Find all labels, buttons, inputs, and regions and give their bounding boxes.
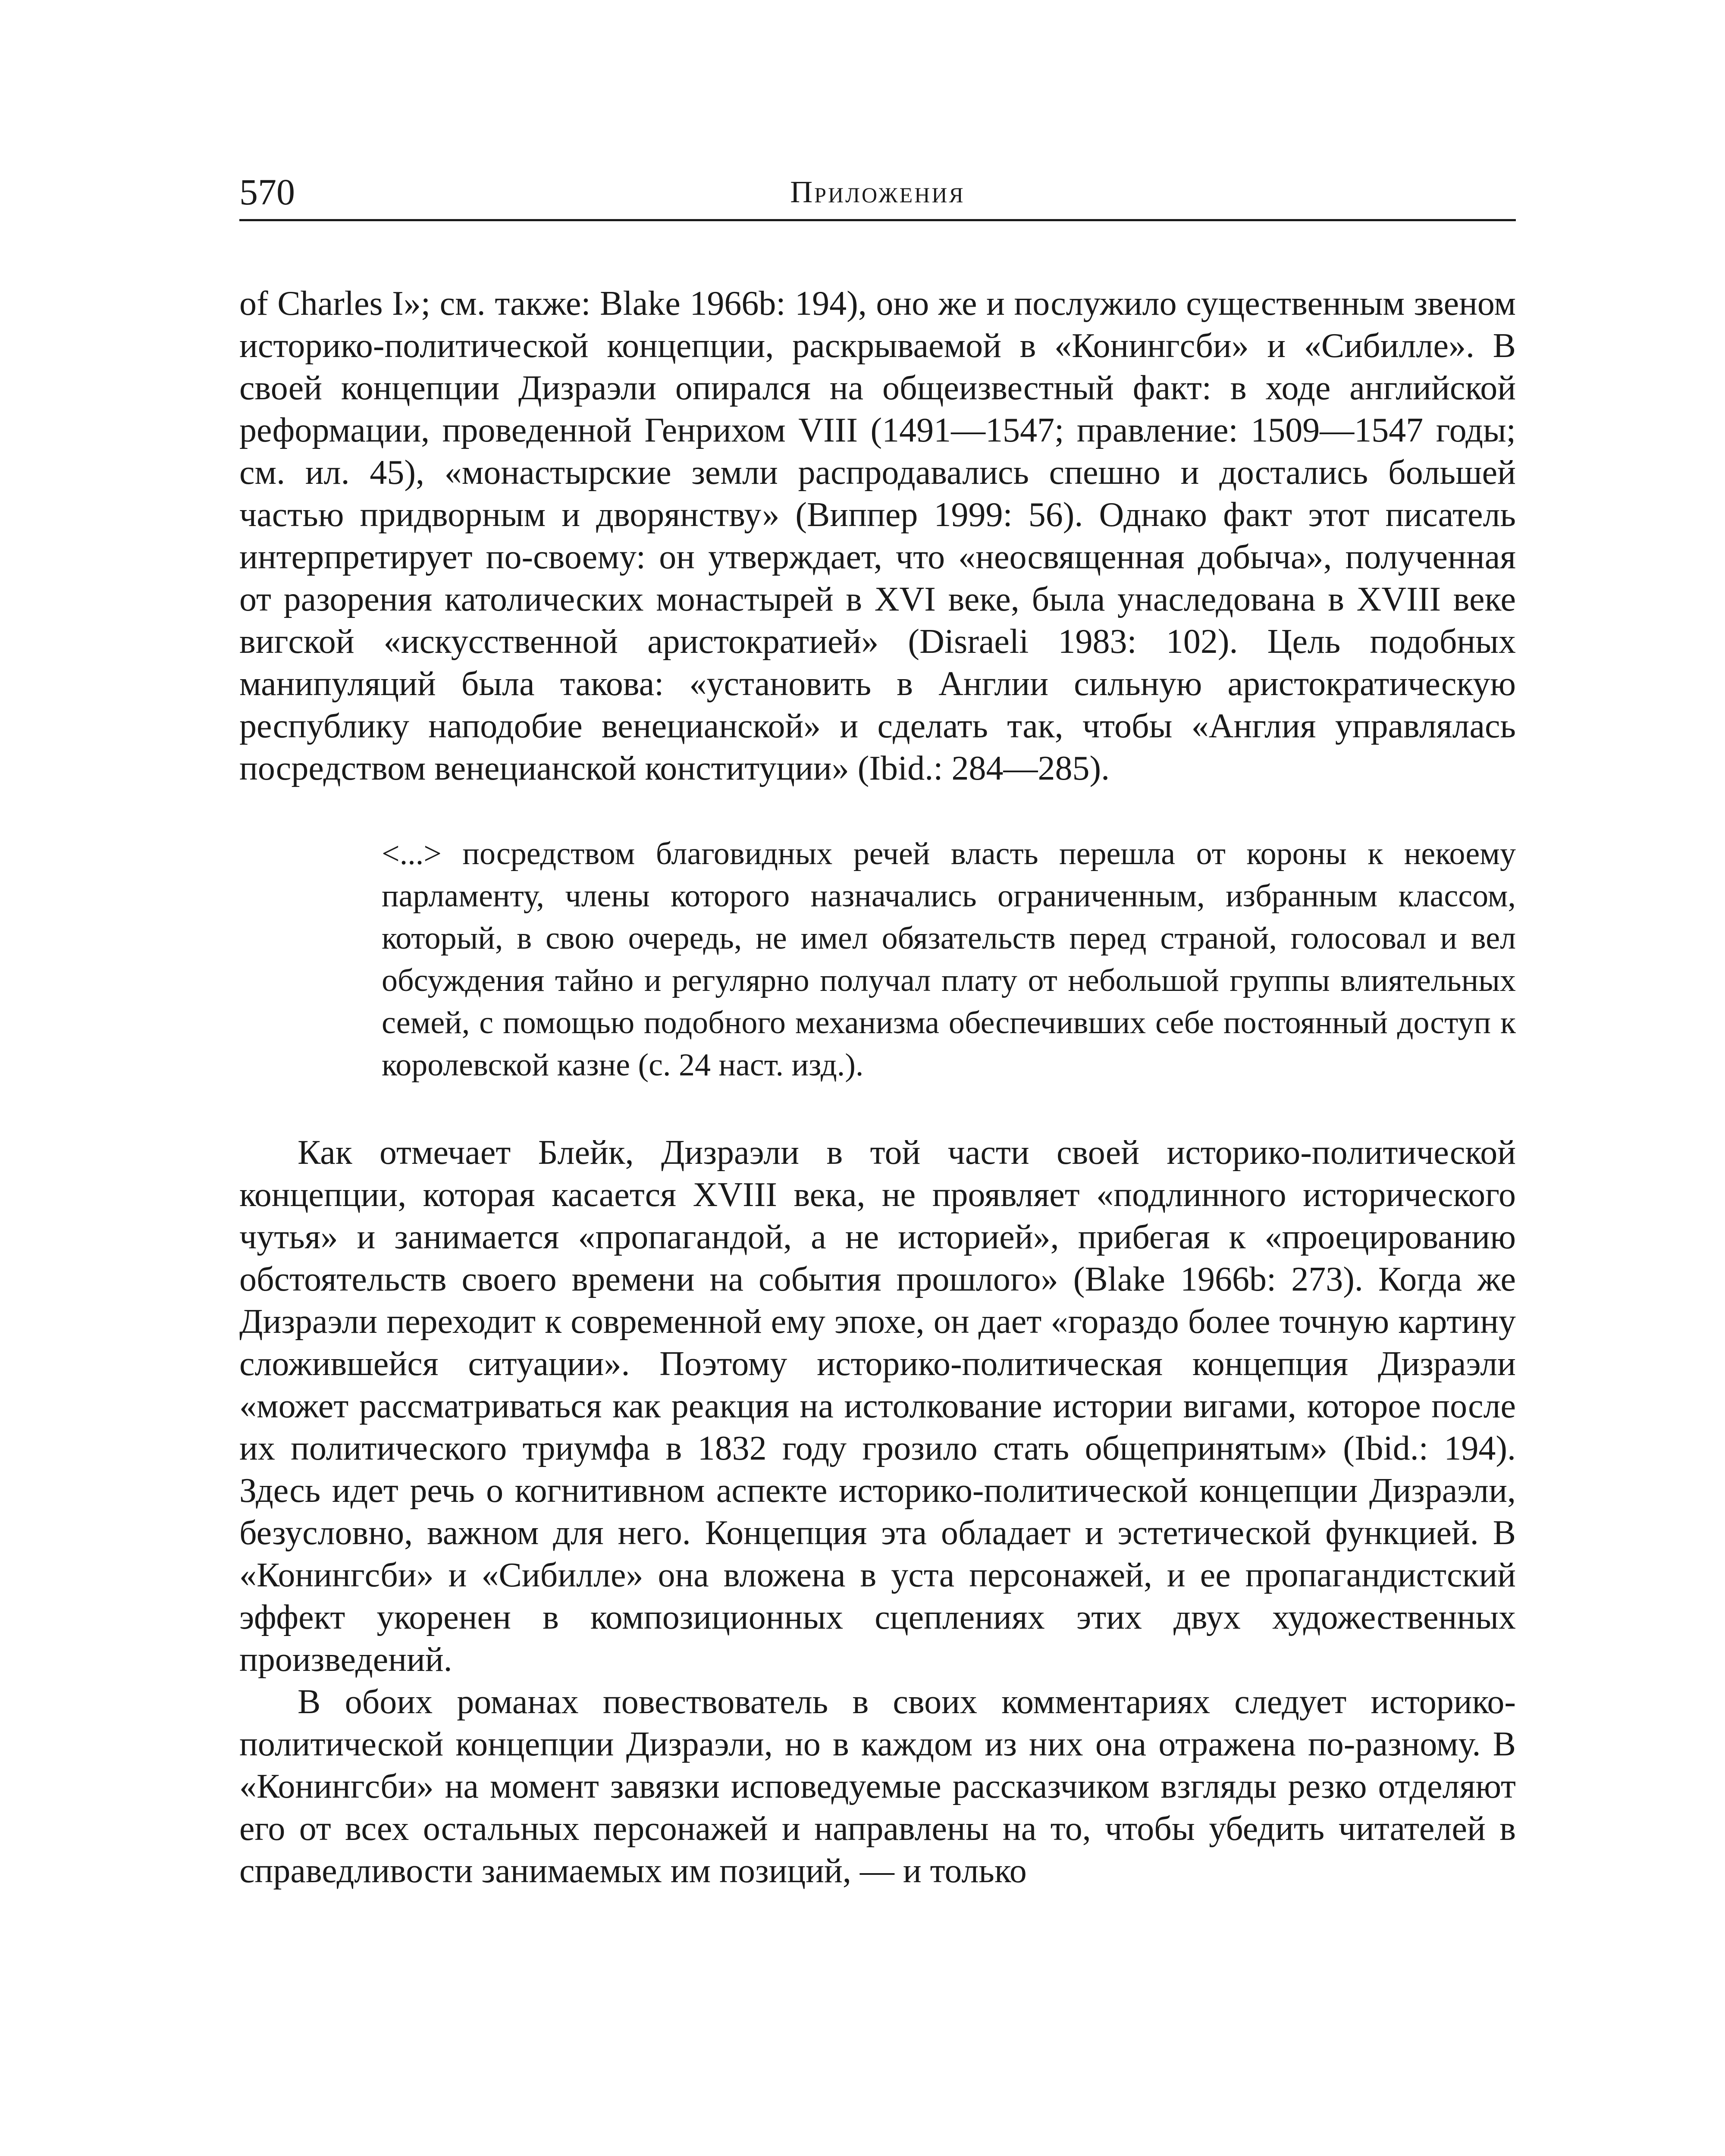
- page-header: [239, 170, 1516, 218]
- paragraph: В обоих романах повествователь в своих комментариях следует историко-политической концепции Дизраэли, но в каждом из них она отражена по-разному. В «Конингсби» на момент завязки исповедуемые рассказчиком взгляды резко отделяют его от всех остальных персонажей и направлены на то, чтобы убедить читателей в справедливости занимаемых им позиций, — и только: [239, 1683, 1516, 1890]
- running-head: Приложения: [790, 175, 965, 209]
- page-number: 570: [239, 171, 295, 213]
- body-text: [239, 282, 1516, 1892]
- header-rule: [239, 219, 1516, 221]
- paragraph: of Charles I»; см. также: Blake 1966b: 194), оно же и послужило существенным звеном историко-политической концепции, раскрываемой в «Конингсби» и «Сибилле». В своей концепции Дизраэли опирался на общеизвестный факт: в ходе английской реформации, проведенной Генрихом VIII (1491—1547; правление: 1509—1547 годы; см. ил. 45), «монастырские земли распродавались спешно и достались большей частью придворным и дворянству» (Виппер 1999: 56). Однако факт этот писатель интерпретирует по-своему: он утверждает, что «неосвященная добыча», полученная от разорения католических монастырей в XVI веке, была унаследована в XVIII веке вигской «искусственной аристократией» (Disraeli 1983: 102). Цель подобных манипуляций была такова: «установить в Англии сильную аристократическую республику наподобие венецианской» и сделать так, чтобы «Англия управлялась посредством венецианской конституции» (Ibid.: 284—285).: [239, 285, 1516, 787]
- paragraph: Как отмечает Блейк, Дизраэли в той части своей историко-политической концепции, которая касается XVIII века, не проявляет «подлинного исторического чутья» и занимается «пропагандой, а не историей», прибегая к «проецированию обстоятельств своего времени на события прошлого» (Blake 1966b: 273). Когда же Дизраэли переходит к современной ему эпохе, он дает «гораздо более точную картину сложившейся ситуации». Поэтому историко-политическая концепция Дизраэли «может рассматриваться как реакция на истолкование истории вигами, которое после их политического триумфа в 1832 году грозило стать общепринятым» (Ibid.: 194). Здесь идет речь о когнитивном аспекте историко-политической концепции Дизраэли, безусловно, важном для него. Концепция эта обладает и эстетической функцией. В «Конингсби» и «Сибилле» она вложена в уста персонажей, и ее пропагандистский эффект укоренен в композиционных сцеплениях этих двух художественных произведений.: [239, 1134, 1516, 1679]
- block-quote: <...> посредством благовидных речей власть перешла от короны к некоему парламенту, члены которого назначались ограниченным, избранным классом, который, в свою очередь, не имел обязательств перед страной, голосовал и вел обсуждения тайно и регулярно получал плату от небольшой группы влиятельных семей, с помощью подобного механизма обеспечивших себе постоянный доступ к королевской казне (с. 24 наст. изд.).: [382, 836, 1516, 1083]
